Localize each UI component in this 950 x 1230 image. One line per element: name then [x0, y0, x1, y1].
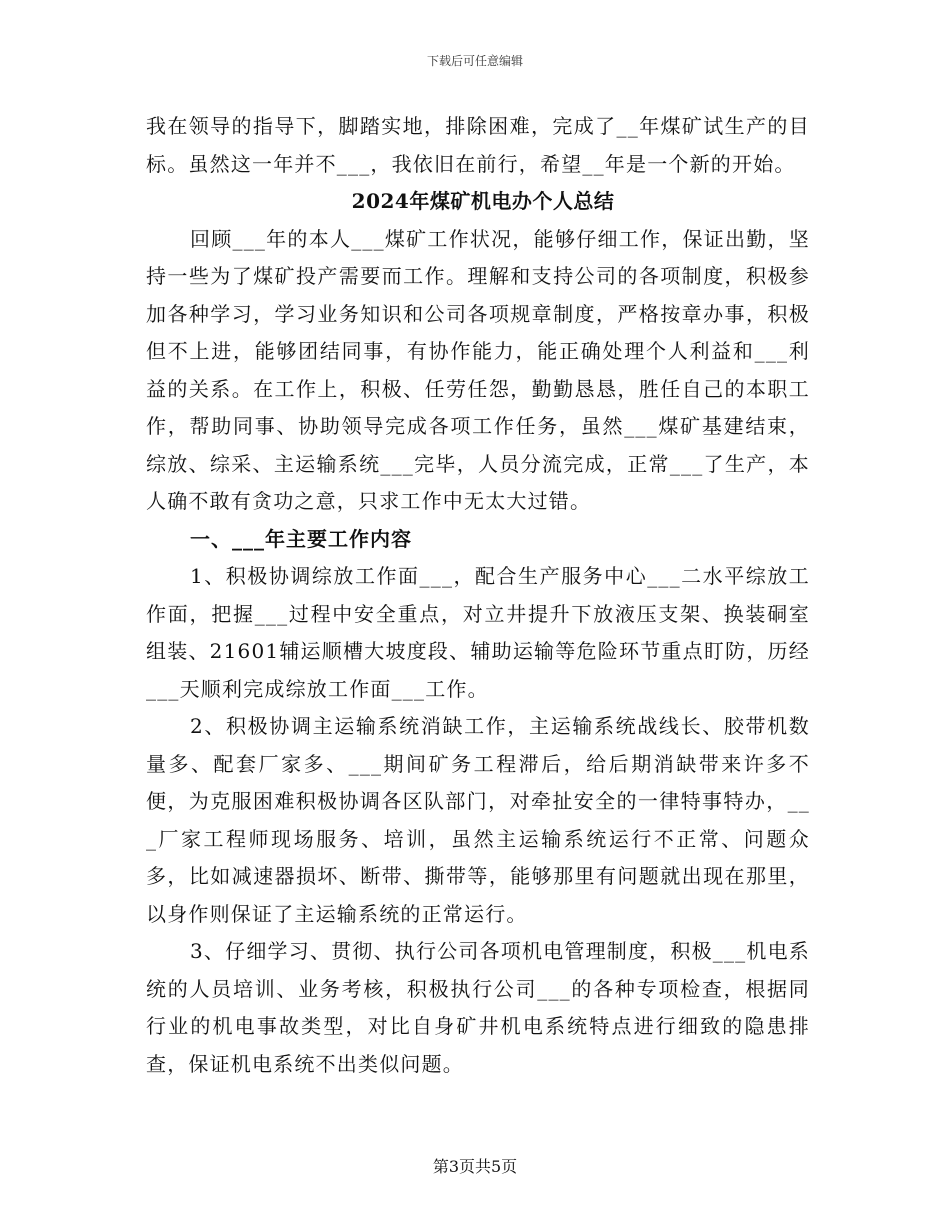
- intro-paragraph: 我在领导的指导下，脚踏实地，排除困难，完成了__年煤矿试生产的目标。虽然这一年并不___，我依旧在前行，希望__年是一个新的开始。: [146, 114, 810, 176]
- summary-paragraph: 回顾___年的本人___煤矿工作状况，能够仔细工作，保证出勤，坚持一些为了煤矿投产需要而工作。理解和支持公司的各项制度，积极参加各种学习，学习业务知识和公司各项规章制度，严格按章办事，积极但不上进，能够团结同事，有协作能力，能正确处理个人利益和___利益的关系。在工作上，积极、任劳任怨，勤勤恳恳，胜任自己的本职工作，帮助同事、协助领导完成各项工作任务，虽然___煤矿基建结束，综放、综采、主运输系统___完毕，人员分流完成，正常___了生产，本人确不敢有贪功之意，只求工作中无太大过错。: [146, 226, 810, 513]
- section-heading: 一、___年主要工作内容: [190, 526, 412, 551]
- work-item-3: 3、仔细学习、贯彻、执行公司各项机电管理制度，积极___机电系统的人员培训、业务考核，积极执行公司___的各种专项检查，根据同行业的机电事故类型，对比自身矿井机电系统特点进行细致的隐患排查，保证机电系统不出类似问题。: [146, 939, 810, 1076]
- document-body: [146, 108, 810, 1083]
- header-note: 下载后可任意编辑: [426, 54, 523, 68]
- work-item-1: 1、积极协调综放工作面___，配合生产服务中心___二水平综放工作面，把握___过程中安全重点，对立井提升下放液压支架、换装硐室组装、21601辅运顺槽大坡度段、辅助运输等危险环节重点盯防，历经___天顺利完成综放工作面___工作。: [146, 564, 810, 701]
- work-item-2: 2、积极协调主运输系统消缺工作，主运输系统战线长、胶带机数量多、配套厂家多、___期间矿务工程滞后，给后期消缺带来许多不便，为克服困难积极协调各区队部门，对牵扯安全的一律特事特办，___厂家工程师现场服务、培训，虽然主运输系统运行不正常、问题众多，比如减速器损坏、断带、撕带等，能够那里有问题就出现在那里，以身作则保证了主运输系统的正常运行。: [146, 714, 810, 926]
- document-title: 2024年煤矿机电办个人总结: [351, 189, 615, 213]
- page-number: 第3页共5页: [432, 1157, 518, 1176]
